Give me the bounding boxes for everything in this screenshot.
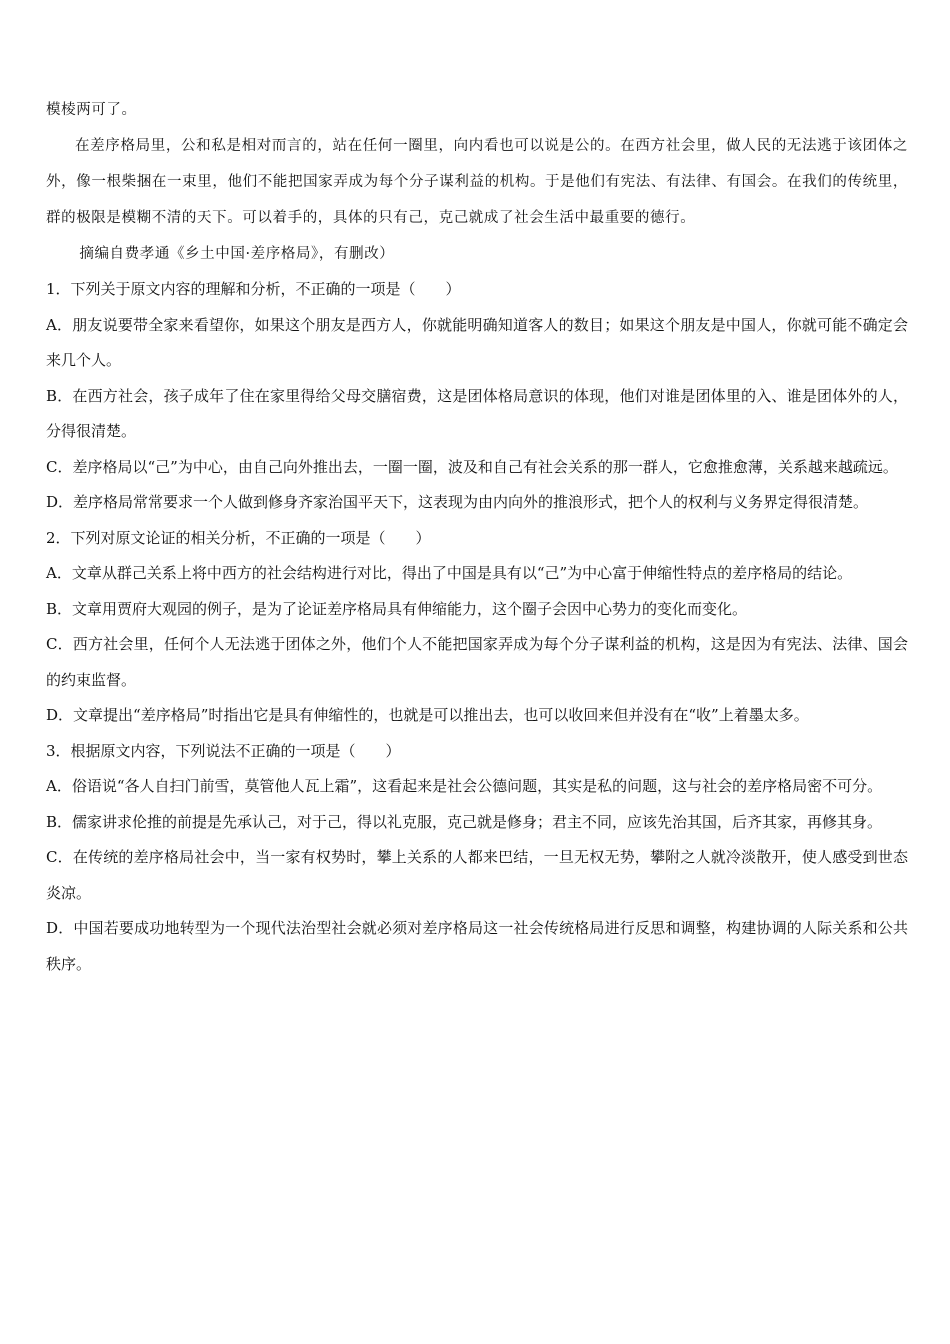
option-a: A．朋友说要带全家来看望你，如果这个朋友是西方人，你就能明确知道客人的数目；如果这个朋友是中国人，你就可能不确定会来几个人。 (46, 315, 908, 369)
passage-source: 摘编自费孝通《乡土中国·差序格局》，有删改） (79, 246, 395, 262)
option-c: C．在传统的差序格局社会中，当一家有权势时，攀上关系的人都来巴结，一旦无权无势，攀附之人就冷淡散开，使人感受到世态炎凉。 (46, 848, 908, 902)
passage-line: 模棱两可了。 (46, 102, 137, 118)
option-b: B．文章用贾府大观园的例子，是为了论证差序格局具有伸缩能力，这个圈子会因中心势力的变化而变化。 (46, 599, 748, 618)
question-stem: 2．下列对原文论证的相关分析，不正确的一项是（ ） (46, 528, 431, 547)
option-d: D．差序格局常常要求一个人做到修身齐家治国平天下，这表现为由内向外的推浪形式，把个人的权利与义务界定得很清楚。 (46, 493, 869, 511)
option-b: B．在西方社会，孩子成年了住在家里得给父母交膳宿费，这是团体格局意识的体现，他们对谁是团体里的入、谁是团体外的人，分得很清楚。 (46, 386, 908, 440)
option-b: B．儒家讲求伦推的前提是先承认己，对于己，得以礼克服，克己就是修身；君主不同，应该先治其国，后齐其家，再修其身。 (46, 812, 883, 831)
option-a: A．俗语说“各人自扫门前雪，莫管他人瓦上霜”，这看起来是社会公德问题，其实是私的问题，这与社会的差序格局密不可分。 (46, 777, 883, 795)
question-1 (46, 272, 908, 521)
question-stem: 3．根据原文内容，下列说法不正确的一项是（ ） (46, 741, 401, 760)
question-stem: 1．下列关于原文内容的理解和分析，不正确的一项是（ ） (46, 280, 461, 298)
document-page (46, 92, 908, 982)
option-c: C．差序格局以“己”为中心，由自己向外推出去，一圈一圈，波及和自己有社会关系的那一群人，它愈推愈薄，关系越来越疏远。 (46, 457, 898, 476)
option-c: C．西方社会里，任何个人无法逃于团体之外，他们个人不能把国家弄成为每个分子谋利益的机构，这是因为有宪法、法律、国会的约束监督。 (46, 635, 908, 689)
option-a: A．文章从群己关系上将中西方的社会结构进行对比，得出了中国是具有以“己”为中心富于伸缩性特点的差序格局的结论。 (46, 564, 853, 582)
option-d: D．中国若要成功地转型为一个现代法治型社会就必须对差序格局这一社会传统格局进行反思和调整，构建协调的人际关系和公共秩序。 (46, 919, 908, 973)
question-2 (46, 521, 908, 734)
option-d: D．文章提出“差序格局”时指出它是具有伸缩性的，也就是可以推出去，也可以收回来但并没有在“收”上着墨太多。 (46, 706, 809, 724)
passage-paragraph: 在差序格局里，公和私是相对而言的，站在任何一圈里，向内看也可以说是公的。在西方社会里，做人民的无法逃于该团体之外，像一根柴捆在一束里，他们不能把国家弄成为每个分子谋利益的机构。于是他们有宪法、有法律、有国会。在我们的传统里，群的极限是模糊不清的天下。可以着手的，具体的只有己，克己就成了社会生活中最重要的德行。 (46, 138, 908, 226)
question-3 (46, 734, 908, 983)
